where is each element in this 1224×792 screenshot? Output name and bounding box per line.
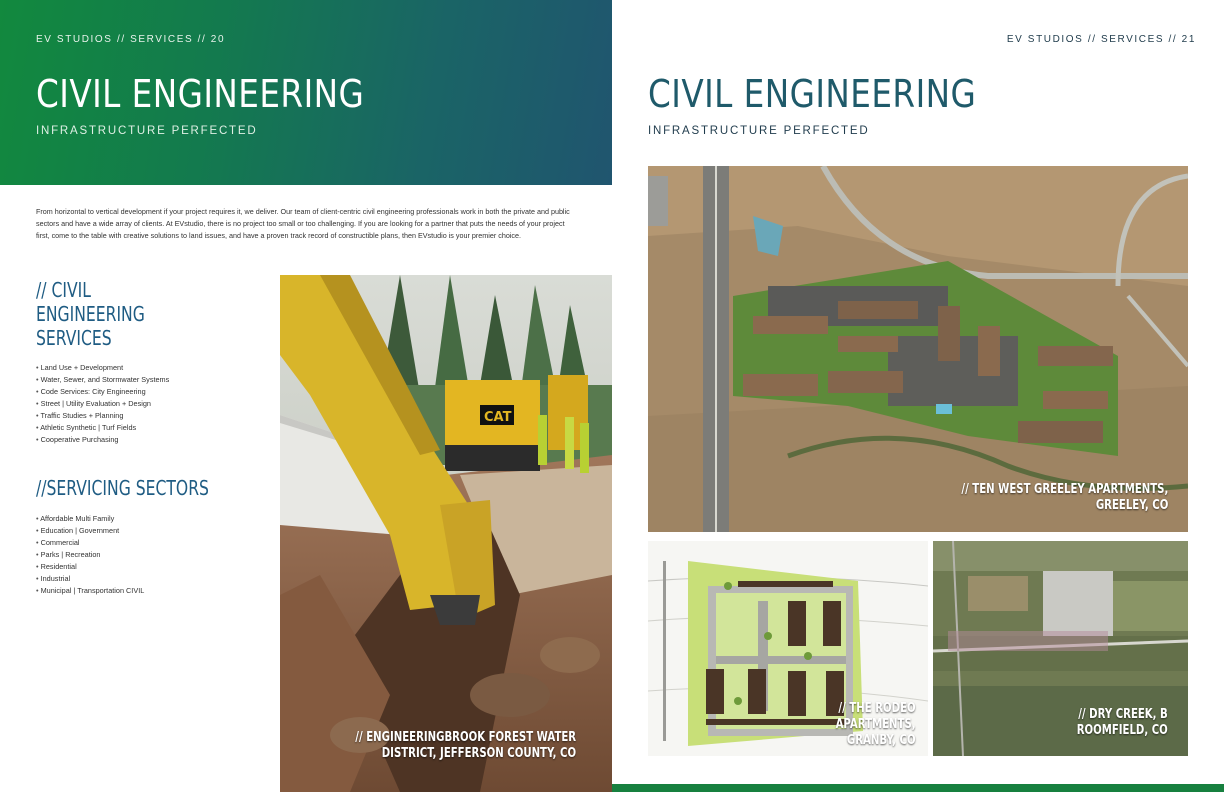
list-item: • Affordable Multi Family <box>36 513 144 525</box>
list-item: • Parks | Recreation <box>36 549 144 561</box>
page-eyebrow: EV STUDIOS // SERVICES // 21 <box>1006 34 1196 45</box>
services-heading-line: ENGINEERING <box>36 302 145 326</box>
caption-line: // THE RODEO <box>838 701 916 716</box>
services-heading <box>36 278 175 350</box>
list-item: • Residential <box>36 561 144 573</box>
caption-line: GRANBY, CO <box>847 733 916 748</box>
aerial-apartments-photo <box>648 166 1188 532</box>
caption-line: // ENGINEERINGBROOK FOREST WATER <box>355 730 576 745</box>
caption-line: // TEN WEST GREELEY APARTMENTS, <box>961 482 1168 497</box>
list-item: • Education | Government <box>36 525 144 537</box>
caption-line: // DRY CREEK, B <box>1078 707 1168 722</box>
photo-caption <box>836 701 916 749</box>
sectors-list <box>36 513 144 597</box>
caption-line: DISTRICT, JEFFERSON COUNTY, CO <box>381 746 576 761</box>
services-list <box>36 362 169 446</box>
caption-line: APARTMENTS, <box>835 717 916 732</box>
list-item: • Code Services: City Engineering <box>36 386 169 398</box>
list-item: • Athletic Synthetic | Turf Fields <box>36 422 169 434</box>
photo-caption <box>1077 707 1168 739</box>
site-plan-image <box>648 541 928 756</box>
header-banner <box>0 0 612 185</box>
dry-creek-aerial <box>933 541 1188 756</box>
page-tagline: INFRASTRUCTURE PERFECTED <box>648 125 870 137</box>
page-tagline: INFRASTRUCTURE PERFECTED <box>36 125 258 137</box>
services-heading-line: // CIVIL <box>36 278 91 302</box>
services-heading-line: SERVICES <box>36 326 112 350</box>
footer-accent-bar <box>612 784 1224 792</box>
list-item: • Land Use + Development <box>36 362 169 374</box>
intro-paragraph: From horizontal to vertical development if your project requires it, we deliver. Our team of client-centric civil engineering professionals work in both the private and public sectors and have a wide array of clients. At EVstudio, there is no project too small or too challenging. If you are looking for a partner that puts the needs of your project first, come to the table with creative solutions to land issues, and have a proven track record of constructible plans, then EVstudio is your premier choice. <box>36 207 570 240</box>
excavator-photo-art <box>280 275 612 792</box>
photo-caption <box>355 730 576 762</box>
svg-text:CAT: CAT <box>484 410 512 425</box>
list-item: • Commercial <box>36 537 144 549</box>
page-title: CIVIL ENGINEERING <box>36 72 365 116</box>
caption-line: ROOMFIELD, CO <box>1076 723 1168 738</box>
list-item: • Municipal | Transportation CIVIL <box>36 585 144 597</box>
list-item: • Cooperative Purchasing <box>36 434 169 446</box>
list-item: • Water, Sewer, and Stormwater Systems <box>36 374 169 386</box>
page-title: CIVIL ENGINEERING <box>648 72 977 116</box>
excavator-photo <box>280 275 612 792</box>
photo-caption <box>961 482 1168 514</box>
list-item: • Street | Utility Evaluation + Design <box>36 398 169 410</box>
list-item: • Industrial <box>36 573 144 585</box>
list-item: • Traffic Studies + Planning <box>36 410 169 422</box>
page-eyebrow: EV STUDIOS // SERVICES // 20 <box>36 34 226 45</box>
sectors-heading: //SERVICING SECTORS <box>36 476 209 500</box>
aerial-apartments-art <box>648 166 1188 532</box>
caption-line: GREELEY, CO <box>1095 498 1168 513</box>
